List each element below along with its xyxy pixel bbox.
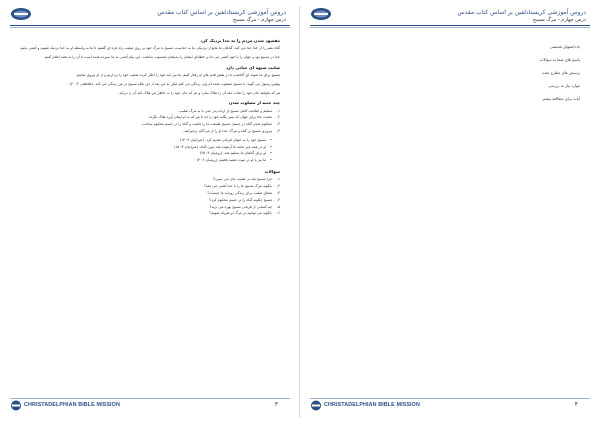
paragraph: گناه بشر را از خدا جدا می کند. گناهان ما مانع از نزدیکی ما به خداست. مسیح با مرگ خود بر روی صلیب راه تازه ای گشود تا ما به واسطه او به خدا نزدیک شویم و آشتی یابیم.	[19, 46, 280, 51]
footer-divider	[10, 398, 290, 399]
sub-list-item: • ما نیز با او در موت تعمید یافتیم. (رومیان ۶: ۴)	[196, 158, 272, 162]
list-item: ۱- تسلیم و اطاعت کامل مسیح از اراده پدر حتی تا به مرگ صلیب.	[178, 108, 280, 113]
list-item: ۱- چرا مسیح باید بر صلیب جان می سپرد؟	[212, 177, 280, 182]
footer-organization: CHRISTADELPHIAN BIBLE MISSION	[24, 402, 120, 408]
paragraph: هر که بخواهد جان خود را نجات دهد آن را هلاک سازد و هر که جان خود را به خاطر من هلاک کند آن را دریابد.	[118, 91, 280, 96]
header-title: دروس آموزشی کریستادلفین بر اساس کتاب مقدس	[457, 9, 586, 16]
notes-list-item: موارد نیاز به بررسی	[548, 83, 580, 88]
page-number: ۳	[274, 401, 278, 408]
list-item: ۳- معنای صلیب برای زندگی روزانه ما چیست؟	[207, 191, 280, 195]
paragraph: مسیح برای ما نمونه ای گذاشت تا در نقش قدم های او رفتار کنیم. ما نیز باید خود را انکار کرده صلیب خود را برداریم و از او پیروی نماییم.	[75, 72, 280, 77]
list-item: ۳- محکوم شدن گناه در جسم؛ مسیح طبیعت ما را داشت و گناه را در جسم محکوم ساخت.	[141, 122, 280, 127]
notes-list-item: یادداشتهای شخصی	[549, 44, 580, 49]
footer-logo-icon	[310, 400, 322, 411]
paragraph: پولس رسول می گوید: با مسیح مصلوب شده ام ولی زندگی می کنم لیکن نه من بعد از این بلکه مسیح در من زندگی می کند. (غلاطیان ۲: ۲۰)	[69, 82, 280, 87]
notes-list-item: پاسخ های شما به سؤالات	[539, 57, 580, 62]
left-page-body	[18, 36, 280, 221]
page-number: ۴	[574, 401, 578, 408]
footer-organization: CHRISTADELPHIAN BIBLE MISSION	[324, 402, 420, 408]
header-divider-secondary	[310, 27, 590, 28]
list-item: ۲- چگونه مرگ مسیح ما را با خدا آشتی می دهد؟	[203, 184, 280, 189]
list-item: ۲- محبت خدا برای جهان که پسر یگانه خود را داد تا هر که به او ایمان آورد هلاک نگردد.	[147, 115, 280, 120]
mission-logo-icon	[310, 7, 332, 21]
list-item: ۶- چگونه می توانیم در مرگ او شریک شویم؟	[209, 211, 280, 216]
header-divider	[10, 25, 290, 26]
notes-list-item: آیات برای مطالعه بیشتر	[542, 96, 580, 101]
list-item: ۴- پیروزی مسیح بر گناه و مرگ؛ خدا او را از مردگان برخیزانید.	[183, 129, 280, 134]
header-subtitle: درس چهارم - مرگ مسیح	[232, 17, 286, 23]
list-item: ۵- چه کسانی از قربانی مسیح بهره می برند؟	[209, 204, 280, 209]
footer-divider	[310, 398, 590, 399]
sub-list-item: • او در همه چیز مانند ما آزموده شد بدون گناه. (عبرانیان ۴: ۱۵)	[174, 144, 272, 149]
sub-list-item: • او برای گناهان ما تسلیم شد. (رومیان ۴: ۲۵)	[199, 151, 272, 156]
aspects-list	[18, 109, 280, 135]
questions-list	[18, 177, 280, 216]
header-title: دروس آموزشی کریستادلفین بر اساس کتاب مقدس	[157, 9, 286, 16]
section-heading: صلیب شیوه ای حیاتی دارد	[225, 64, 280, 70]
section-heading: چند جنبه از مصلوب شدن	[228, 100, 280, 106]
section-heading: سؤالات	[264, 169, 280, 175]
list-item: ۴- مسیح چگونه گناه را در جسم محکوم کرد؟	[209, 197, 280, 202]
header-divider	[310, 25, 590, 26]
section-heading: مقصود شدن مردم را به خدا نزدیک کرد	[200, 38, 280, 43]
header-divider-secondary	[10, 27, 290, 28]
mission-logo-icon	[10, 7, 32, 21]
paragraph: خدا در مسیح بود و جهان را با خود آشتی می داد و خطایای ایشان را بدیشان محسوب نداشت. این پیام آشتی به ما سپرده شده است تا آن را به همه اعلام کنیم.	[43, 55, 280, 60]
notes-list-item: پرسش های مطرح شده	[542, 70, 580, 75]
sub-list-item: • مسیح خود را به عنوان قربانی تقدیم کرد. (عبرانیان ۹: ۱۴)	[179, 138, 272, 143]
header-subtitle: درس چهارم - مرگ مسیح	[532, 17, 586, 23]
footer-logo-icon	[10, 400, 22, 411]
notes-list	[460, 40, 580, 105]
right-page	[300, 0, 600, 424]
